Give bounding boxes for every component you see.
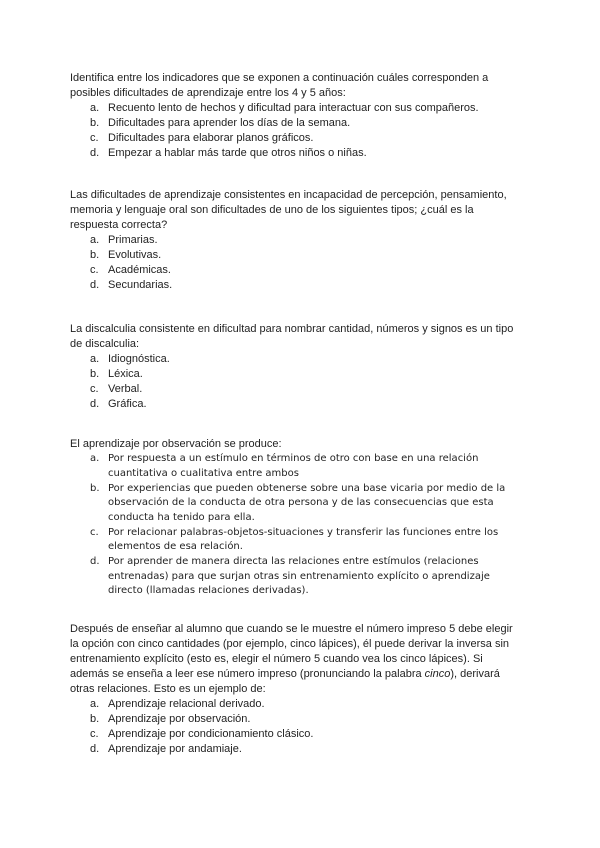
option-marker: c. [90,526,99,538]
options-list [70,101,520,161]
option-b [70,482,520,526]
option-marker: b. [90,713,100,725]
option-marker: b. [90,482,100,494]
option-marker: c. [90,383,99,395]
option-text: Primarias. [108,234,158,246]
option-text: Dificultades para aprender los días de la semana. [108,117,351,129]
option-d [70,555,520,599]
option-text: Gráfica. [108,398,147,410]
option-text: Evolutivas. [108,249,162,261]
option-text: Verbal. [108,383,143,395]
stem-text: ), derivará otras relaciones. Esto es un ejemplo de: [70,668,500,695]
option-a [70,233,520,248]
question-5 [70,622,520,757]
option-text: Aprendizaje relacional derivado. [108,698,265,710]
question-1 [70,71,520,161]
option-c [70,526,520,555]
option-a [70,452,520,481]
option-c [70,263,520,278]
option-c [70,382,520,397]
options-list [70,352,520,412]
option-marker: a. [90,353,100,365]
option-b [70,367,520,382]
stem-text: Después de enseñar al alumno que cuando se le muestre el número impreso 5 debe elegir la opción con cinco cantidades (por ejemplo, cinco lápices), él puede derivar la inversa sin entrenamiento explícito (esto es, elegir el número 5 cuando vea los cinco lápices). Si además se enseña a leer ese número impreso (pronunciando la palabra [70,623,513,680]
option-text: Por experiencias que pueden obtenerse sobre una base vicaria por medio de la observación de la conducta de otra persona y de las consecuencias que esta conducta ha tenido para ella. [108,482,506,523]
option-marker: d. [90,743,100,755]
option-text: Aprendizaje por andamiaje. [108,743,242,755]
option-b [70,116,520,131]
option-text: Por aprender de manera directa las relaciones entre estímulos (relaciones entrenadas) para que surjan otras sin entrenamiento explícito o aprendizaje directo (llamadas relaciones derivadas). [108,556,490,596]
question-stem: La discalculia consistente en dificultad para nombrar cantidad, números y signos es un tipo de discalculia: [70,323,514,350]
option-text: Por respuesta a un estímulo en términos de otro con base en una relación cuantitativa o cualitativa entre ambos [108,453,479,479]
option-text: Secundarias. [108,279,173,291]
option-d [70,742,520,757]
option-d [70,278,520,293]
option-marker: a. [90,698,100,710]
option-marker: d. [90,147,100,159]
option-marker: c. [90,132,99,144]
question-stem [70,622,520,697]
option-text: Empezar a hablar más tarde que otros niños o niñas. [108,147,367,159]
option-text: Por relacionar palabras-objetos-situaciones y transferir las funciones entre los elementos de esa relación. [108,526,499,552]
option-marker: d. [90,398,100,410]
option-marker: a. [90,234,100,246]
option-a [70,101,520,116]
question-stem: Las dificultades de aprendizaje consistentes en incapacidad de percepción, pensamiento, memoria y lenguaje oral son dificultades de uno de los siguientes tipos; ¿cuál es la respuesta correcta? [70,189,507,231]
options-list [70,233,520,293]
option-a [70,352,520,367]
option-text: Académicas. [108,264,171,276]
option-d [70,397,520,412]
options-list [70,452,520,599]
question-stem: El aprendizaje por observación se produce: [70,438,282,450]
option-text: Aprendizaje por observación. [108,713,251,725]
option-marker: a. [90,453,100,464]
option-marker: c. [90,264,99,276]
option-marker: b. [90,249,100,261]
question-3 [70,322,520,412]
option-c [70,727,520,742]
option-a [70,697,520,712]
option-text: Idiognóstica. [108,353,170,365]
option-d [70,146,520,161]
option-marker: a. [90,102,100,114]
option-b [70,248,520,263]
option-text: Dificultades para elaborar planos gráficos. [108,132,314,144]
option-marker: c. [90,728,99,740]
option-c [70,131,520,146]
option-marker: d. [90,279,100,291]
stem-emphasis: cinco [424,668,451,680]
option-marker: d. [90,556,100,567]
option-text: Léxica. [108,368,143,380]
option-text: Recuento lento de hechos y dificultad para interactuar con sus compañeros. [108,102,479,114]
options-list [70,697,520,757]
option-marker: b. [90,117,100,129]
question-2 [70,188,520,293]
question-4 [70,437,520,599]
option-text: Aprendizaje por condicionamiento clásico. [108,728,314,740]
question-stem: Identifica entre los indicadores que se exponen a continuación cuáles corresponden a posibles dificultades de aprendizaje entre los 4 y 5 años: [70,72,489,99]
option-marker: b. [90,368,100,380]
option-b [70,712,520,727]
